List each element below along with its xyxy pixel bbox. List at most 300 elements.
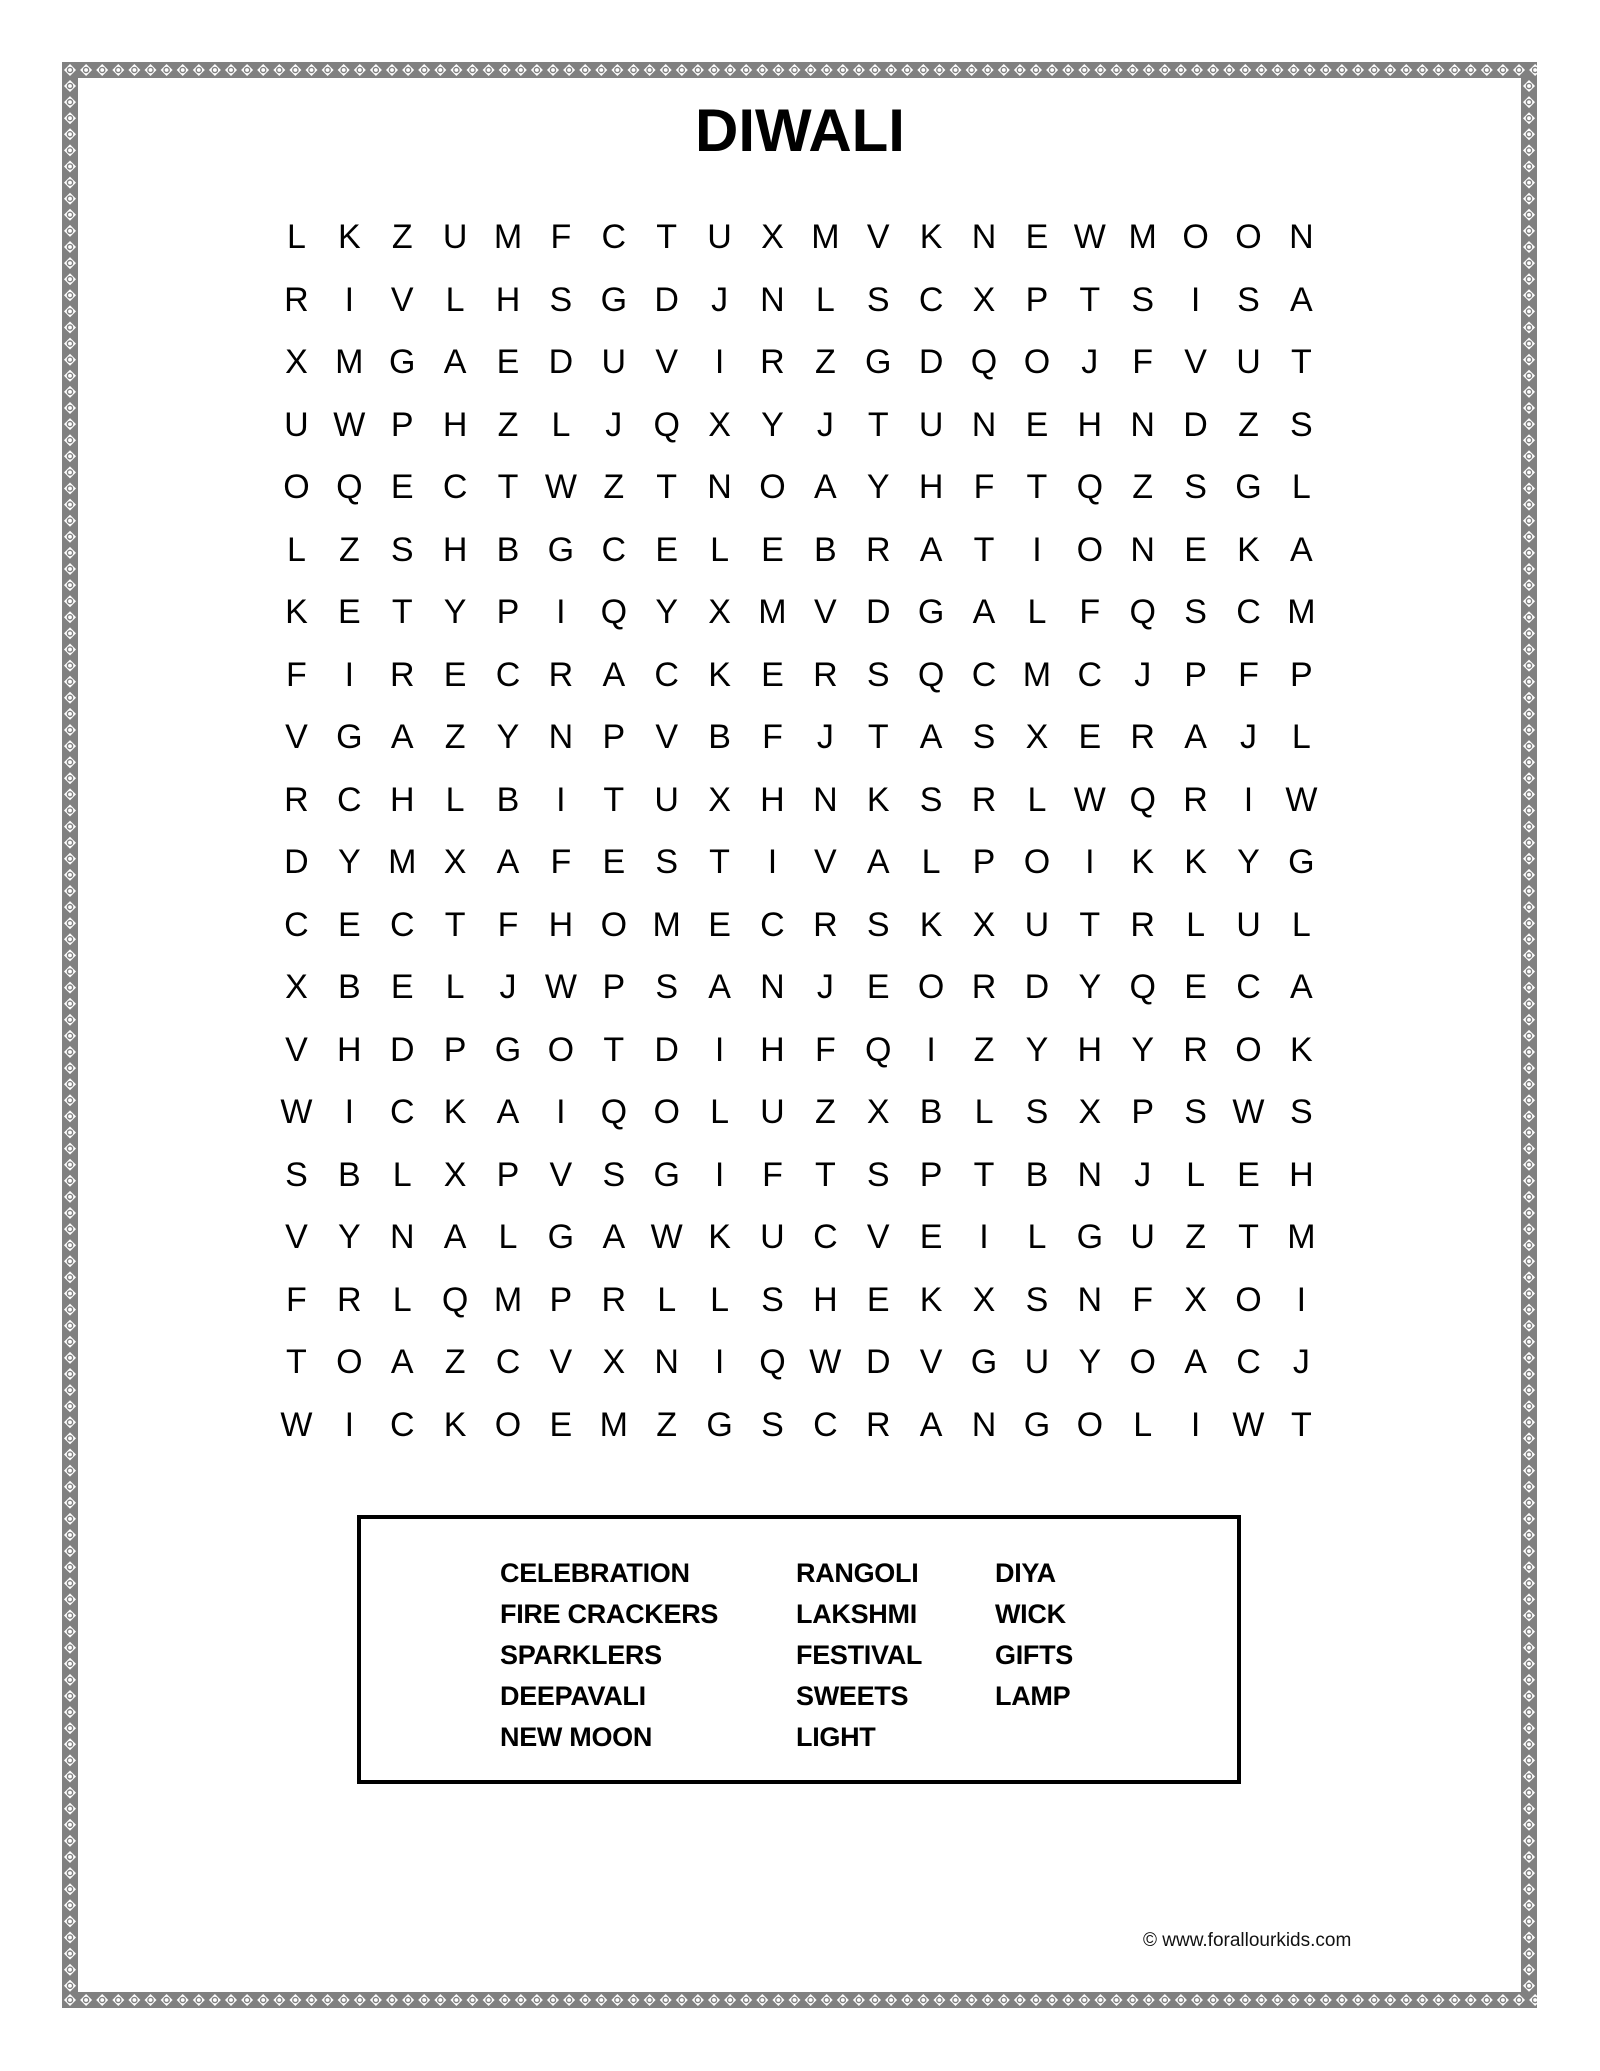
grid-letter[interactable]: Z [391, 218, 413, 256]
grid-letter[interactable]: U [760, 1093, 785, 1131]
grid-letter[interactable]: X [708, 780, 731, 819]
grid-letter[interactable]: B [708, 718, 731, 756]
grid-letter[interactable]: V [919, 1343, 943, 1381]
grid-letter[interactable]: V [285, 1218, 308, 1256]
grid-letter[interactable]: K [708, 1218, 731, 1256]
grid-letter[interactable]: U [707, 218, 732, 256]
grid-letter[interactable]: L [710, 1093, 730, 1131]
grid-letter[interactable]: L [974, 1093, 994, 1131]
grid-letter[interactable]: H [760, 1030, 785, 1069]
grid-letter[interactable]: W [1285, 780, 1318, 819]
grid-letter[interactable]: Y [866, 468, 890, 506]
grid-letter[interactable]: G [1023, 1405, 1051, 1444]
grid-letter[interactable]: A [919, 530, 943, 569]
grid-letter[interactable]: G [706, 1405, 733, 1444]
grid-letter[interactable]: Q [1129, 593, 1156, 631]
grid-letter[interactable]: Q [759, 1343, 786, 1381]
grid-letter[interactable]: E [761, 530, 784, 569]
grid-letter[interactable]: E [602, 843, 626, 881]
grid-letter[interactable]: H [813, 1280, 838, 1319]
grid-letter[interactable]: B [496, 780, 520, 819]
grid-letter[interactable]: D [865, 1343, 891, 1381]
grid-letter[interactable]: H [918, 468, 944, 506]
grid-letter[interactable]: T [603, 1030, 625, 1069]
grid-letter[interactable]: I [556, 593, 566, 631]
grid-letter[interactable]: W [1073, 218, 1106, 256]
grid-letter[interactable]: I [344, 1405, 355, 1444]
grid-letter[interactable]: I [926, 1030, 936, 1069]
grid-letter[interactable]: L [1027, 593, 1047, 631]
grid-letter[interactable]: S [761, 1280, 784, 1319]
grid-letter[interactable]: M [1287, 593, 1316, 631]
grid-letter[interactable]: R [971, 968, 997, 1006]
grid-letter[interactable]: I [714, 343, 725, 381]
grid-letter[interactable]: G [494, 1030, 522, 1069]
grid-letter[interactable]: R [601, 1280, 627, 1319]
grid-letter[interactable]: K [708, 655, 731, 694]
grid-letter[interactable]: E [1237, 1155, 1260, 1194]
copyright-link[interactable]: © www.forallourkids.com [1143, 1930, 1352, 1951]
grid-letter[interactable]: G [1235, 468, 1262, 506]
grid-letter[interactable]: Z [497, 405, 519, 444]
grid-letter[interactable]: Y [655, 593, 679, 631]
grid-letter[interactable]: C [389, 1093, 415, 1131]
grid-letter[interactable]: N [760, 968, 785, 1006]
grid-letter[interactable]: V [549, 1155, 573, 1194]
grid-letter[interactable]: R [865, 1405, 891, 1444]
grid-letter[interactable]: C [1236, 968, 1261, 1006]
grid-letter[interactable]: I [556, 780, 566, 819]
grid-letter[interactable]: V [814, 593, 837, 631]
grid-letter[interactable]: Y [761, 405, 784, 444]
grid-letter[interactable]: A [390, 718, 414, 756]
grid-letter[interactable]: X [972, 280, 996, 319]
grid-letter[interactable]: H [1077, 1030, 1103, 1069]
grid-letter[interactable]: G [547, 530, 575, 569]
grid-letter[interactable]: F [973, 468, 995, 506]
grid-letter[interactable]: H [442, 405, 468, 444]
word-search-grid[interactable] [270, 206, 1328, 1456]
grid-letter[interactable]: T [656, 218, 678, 256]
grid-letter[interactable]: M [652, 905, 681, 944]
grid-letter[interactable]: C [1077, 655, 1103, 694]
grid-letter[interactable]: K [1131, 843, 1155, 881]
grid-letter[interactable]: W [544, 968, 577, 1006]
grid-letter[interactable]: L [1027, 1218, 1047, 1256]
grid-letter[interactable]: M [758, 593, 787, 631]
grid-letter[interactable]: T [973, 530, 995, 569]
grid-letter[interactable]: R [548, 655, 574, 694]
grid-letter[interactable]: W [650, 1218, 683, 1256]
grid-letter[interactable]: I [1296, 1280, 1307, 1319]
grid-letter[interactable]: S [972, 718, 996, 756]
grid-letter[interactable]: J [605, 405, 623, 444]
grid-letter[interactable]: N [971, 405, 997, 444]
grid-letter[interactable]: U [1024, 905, 1050, 944]
grid-letter[interactable]: I [344, 655, 355, 694]
grid-letter[interactable]: E [866, 1280, 890, 1319]
grid-letter[interactable]: V [655, 343, 679, 381]
grid-letter[interactable]: C [1236, 593, 1261, 631]
grid-letter[interactable]: Z [444, 718, 466, 756]
grid-letter[interactable]: C [813, 1405, 838, 1444]
grid-letter[interactable]: T [1290, 1405, 1312, 1444]
grid-letter[interactable]: Z [814, 1093, 836, 1131]
grid-letter[interactable]: P [972, 843, 996, 881]
grid-letter[interactable]: L [1291, 468, 1311, 506]
grid-letter[interactable]: X [1184, 1280, 1207, 1319]
grid-letter[interactable]: S [1237, 280, 1260, 319]
grid-letter[interactable]: F [550, 218, 572, 256]
grid-letter[interactable]: S [866, 905, 890, 944]
grid-letter[interactable]: R [1130, 718, 1155, 756]
grid-letter[interactable]: E [1025, 218, 1049, 256]
grid-letter[interactable]: D [865, 593, 891, 631]
grid-letter[interactable]: Q [600, 593, 628, 631]
grid-letter[interactable]: C [971, 655, 997, 694]
grid-letter[interactable]: N [707, 468, 732, 506]
grid-letter[interactable]: U [1236, 343, 1261, 381]
grid-letter[interactable]: P [919, 1155, 943, 1194]
grid-letter[interactable]: O [547, 1030, 575, 1069]
grid-letter[interactable]: A [1290, 968, 1313, 1006]
grid-letter[interactable]: H [760, 780, 785, 819]
grid-letter[interactable]: V [390, 280, 414, 319]
grid-letter[interactable]: U [760, 1218, 785, 1256]
grid-letter[interactable]: R [389, 655, 415, 694]
grid-letter[interactable]: V [1184, 343, 1207, 381]
grid-letter[interactable]: E [1184, 968, 1207, 1006]
grid-letter[interactable]: L [710, 530, 730, 569]
grid-letter[interactable]: A [443, 343, 467, 381]
grid-letter[interactable]: S [1184, 1093, 1207, 1131]
grid-letter[interactable]: F [286, 1280, 307, 1319]
grid-letter[interactable]: P [1290, 655, 1313, 694]
grid-letter[interactable]: W [1073, 780, 1106, 819]
grid-letter[interactable]: I [556, 1093, 566, 1131]
grid-letter[interactable]: H [1077, 405, 1103, 444]
grid-letter[interactable]: X [1025, 718, 1049, 756]
grid-letter[interactable]: O [1235, 218, 1262, 256]
grid-letter[interactable]: N [760, 280, 785, 319]
grid-letter[interactable]: N [971, 1405, 997, 1444]
grid-letter[interactable]: J [1134, 1155, 1152, 1194]
grid-letter[interactable]: M [493, 218, 523, 256]
grid-letter[interactable]: S [285, 1155, 308, 1194]
grid-letter[interactable]: S [761, 1405, 784, 1444]
grid-letter[interactable]: P [496, 593, 520, 631]
grid-letter[interactable]: S [1290, 405, 1313, 444]
grid-letter[interactable]: W [333, 405, 366, 444]
grid-letter[interactable]: F [1132, 1280, 1154, 1319]
grid-letter[interactable]: P [549, 1280, 573, 1319]
grid-letter[interactable]: C [442, 468, 468, 506]
grid-letter[interactable]: R [1183, 780, 1208, 819]
grid-letter[interactable]: A [1290, 280, 1313, 319]
grid-letter[interactable]: T [1290, 343, 1312, 381]
grid-letter[interactable]: A [1290, 530, 1313, 569]
grid-letter[interactable]: J [816, 718, 834, 756]
grid-letter[interactable]: L [815, 280, 835, 319]
grid-letter[interactable]: R [813, 655, 838, 694]
grid-letter[interactable]: Y [1078, 968, 1102, 1006]
grid-letter[interactable]: J [711, 280, 729, 319]
grid-letter[interactable]: N [654, 1343, 679, 1381]
grid-letter[interactable]: L [1133, 1405, 1153, 1444]
grid-letter[interactable]: C [918, 280, 944, 319]
grid-letter[interactable]: T [867, 405, 889, 444]
grid-letter[interactable]: Q [441, 1280, 469, 1319]
grid-letter[interactable]: K [919, 1280, 943, 1319]
grid-letter[interactable]: T [444, 905, 466, 944]
grid-letter[interactable]: A [496, 843, 520, 881]
grid-letter[interactable]: I [979, 1218, 989, 1256]
grid-letter[interactable]: X [866, 1093, 890, 1131]
grid-letter[interactable]: F [762, 1155, 783, 1194]
grid-letter[interactable]: N [971, 218, 997, 256]
grid-letter[interactable]: T [1238, 1218, 1259, 1256]
grid-letter[interactable]: I [1243, 780, 1254, 819]
grid-letter[interactable]: U [918, 405, 944, 444]
grid-letter[interactable]: E [761, 655, 784, 694]
grid-letter[interactable]: I [1190, 280, 1201, 319]
grid-letter[interactable]: N [1289, 218, 1314, 256]
grid-letter[interactable]: U [601, 343, 627, 381]
grid-letter[interactable]: A [919, 1405, 943, 1444]
grid-letter[interactable]: L [1186, 1155, 1206, 1194]
grid-letter[interactable]: E [655, 530, 679, 569]
grid-letter[interactable]: L [1186, 905, 1206, 944]
grid-letter[interactable]: L [286, 530, 306, 569]
grid-letter[interactable]: O [1235, 1030, 1262, 1069]
grid-letter[interactable]: A [390, 1343, 414, 1381]
grid-letter[interactable]: R [865, 530, 891, 569]
grid-letter[interactable]: S [1131, 280, 1155, 319]
grid-letter[interactable]: R [971, 780, 997, 819]
grid-letter[interactable]: L [498, 1218, 518, 1256]
grid-letter[interactable]: K [1237, 530, 1260, 569]
grid-letter[interactable]: S [390, 530, 414, 569]
grid-letter[interactable]: F [550, 843, 572, 881]
grid-letter[interactable]: X [1078, 1093, 1102, 1131]
grid-letter[interactable]: G [389, 343, 416, 381]
grid-letter[interactable]: D [284, 843, 309, 881]
grid-letter[interactable]: E [919, 1218, 943, 1256]
grid-letter[interactable]: Y [443, 593, 467, 631]
grid-letter[interactable]: I [344, 1093, 355, 1131]
grid-letter[interactable]: F [814, 1030, 836, 1069]
grid-letter[interactable]: K [1184, 843, 1207, 881]
grid-letter[interactable]: Q [865, 1030, 892, 1069]
grid-letter[interactable]: L [392, 1280, 412, 1319]
grid-letter[interactable]: G [865, 343, 892, 381]
grid-letter[interactable]: A [866, 843, 890, 881]
grid-letter[interactable]: X [443, 843, 467, 881]
grid-letter[interactable]: O [917, 968, 945, 1006]
grid-letter[interactable]: S [866, 280, 890, 319]
grid-letter[interactable]: M [811, 218, 840, 256]
grid-letter[interactable]: S [919, 780, 943, 819]
grid-letter[interactable]: X [285, 343, 308, 381]
grid-letter[interactable]: Z [1132, 468, 1154, 506]
grid-letter[interactable]: S [1184, 468, 1207, 506]
grid-letter[interactable]: A [919, 718, 943, 756]
grid-letter[interactable]: D [1024, 968, 1050, 1006]
grid-letter[interactable]: Y [1131, 1030, 1155, 1069]
grid-letter[interactable]: L [710, 1280, 730, 1319]
grid-letter[interactable]: L [1027, 780, 1047, 819]
grid-letter[interactable]: T [286, 1343, 307, 1381]
grid-letter[interactable]: A [1184, 718, 1207, 756]
grid-letter[interactable]: V [655, 718, 679, 756]
grid-letter[interactable]: H [548, 905, 574, 944]
grid-letter[interactable]: F [1079, 593, 1101, 631]
grid-letter[interactable]: I [1190, 1405, 1201, 1444]
grid-letter[interactable]: D [1183, 405, 1208, 444]
grid-letter[interactable]: W [280, 1093, 313, 1131]
grid-letter[interactable]: C [760, 905, 785, 944]
grid-letter[interactable]: Y [337, 1218, 361, 1256]
grid-letter[interactable]: C [495, 1343, 521, 1381]
grid-letter[interactable]: S [1025, 1280, 1049, 1319]
grid-letter[interactable]: R [1130, 905, 1155, 944]
grid-letter[interactable]: J [1081, 343, 1099, 381]
grid-letter[interactable]: T [973, 1155, 995, 1194]
grid-letter[interactable]: A [972, 593, 996, 631]
grid-letter[interactable]: Y [496, 718, 520, 756]
grid-letter[interactable]: X [972, 1280, 996, 1319]
grid-letter[interactable]: O [336, 1343, 363, 1381]
grid-letter[interactable]: T [603, 780, 625, 819]
grid-letter[interactable]: V [866, 1218, 890, 1256]
grid-letter[interactable]: T [391, 593, 413, 631]
grid-letter[interactable]: P [1184, 655, 1207, 694]
grid-letter[interactable]: L [1291, 905, 1311, 944]
grid-letter[interactable]: L [445, 780, 465, 819]
grid-letter[interactable]: C [813, 1218, 838, 1256]
grid-letter[interactable]: O [1235, 1280, 1262, 1319]
grid-letter[interactable]: E [1025, 405, 1049, 444]
grid-letter[interactable]: J [1292, 1343, 1310, 1381]
grid-letter[interactable]: M [388, 843, 417, 881]
grid-letter[interactable]: H [1289, 1155, 1314, 1194]
grid-letter[interactable]: L [1291, 718, 1311, 756]
grid-letter[interactable]: N [813, 780, 838, 819]
grid-letter[interactable]: Q [600, 1093, 628, 1131]
grid-letter[interactable]: Q [1076, 468, 1104, 506]
grid-letter[interactable]: E [496, 343, 520, 381]
grid-letter[interactable]: S [549, 280, 573, 319]
grid-letter[interactable]: K [285, 593, 308, 631]
grid-letter[interactable]: E [443, 655, 467, 694]
grid-letter[interactable]: C [337, 780, 362, 819]
grid-letter[interactable]: F [497, 905, 519, 944]
grid-letter[interactable]: O [1129, 1343, 1156, 1381]
grid-letter[interactable]: R [284, 280, 309, 319]
grid-letter[interactable]: M [1287, 1218, 1316, 1256]
grid-letter[interactable]: L [392, 1155, 412, 1194]
grid-letter[interactable]: Z [656, 1405, 678, 1444]
grid-letter[interactable]: O [1023, 843, 1051, 881]
grid-letter[interactable]: T [814, 1155, 836, 1194]
grid-letter[interactable]: B [337, 968, 361, 1006]
grid-letter[interactable]: X [602, 1343, 626, 1381]
grid-letter[interactable]: R [760, 343, 785, 381]
grid-letter[interactable]: Z [1238, 405, 1259, 444]
grid-letter[interactable]: Q [1129, 968, 1156, 1006]
grid-letter[interactable]: E [390, 968, 414, 1006]
grid-letter[interactable]: Z [444, 1343, 466, 1381]
grid-letter[interactable]: S [655, 843, 679, 881]
grid-letter[interactable]: I [714, 1030, 725, 1069]
grid-letter[interactable]: G [1076, 1218, 1104, 1256]
grid-letter[interactable]: I [1085, 843, 1095, 881]
grid-letter[interactable]: D [654, 280, 679, 319]
grid-letter[interactable]: S [866, 655, 890, 694]
grid-letter[interactable]: E [866, 968, 890, 1006]
grid-letter[interactable]: C [601, 530, 627, 569]
grid-letter[interactable]: U [284, 405, 309, 444]
grid-letter[interactable]: O [1182, 218, 1209, 256]
grid-letter[interactable]: K [337, 218, 361, 256]
grid-letter[interactable]: I [714, 1155, 725, 1194]
grid-letter[interactable]: C [1236, 1343, 1261, 1381]
grid-letter[interactable]: L [445, 280, 465, 319]
grid-letter[interactable]: D [389, 1030, 415, 1069]
grid-letter[interactable]: S [1025, 1093, 1049, 1131]
grid-letter[interactable]: B [496, 530, 520, 569]
grid-letter[interactable]: G [600, 280, 628, 319]
grid-letter[interactable]: C [284, 905, 309, 944]
grid-letter[interactable]: Z [1185, 1218, 1206, 1256]
grid-letter[interactable]: I [767, 843, 778, 881]
grid-letter[interactable]: O [1023, 343, 1051, 381]
grid-letter[interactable]: T [1079, 905, 1101, 944]
grid-letter[interactable]: V [866, 218, 890, 256]
grid-letter[interactable]: B [337, 1155, 361, 1194]
grid-letter[interactable]: U [1024, 1343, 1050, 1381]
grid-letter[interactable]: N [1130, 530, 1155, 569]
grid-letter[interactable]: C [654, 655, 679, 694]
grid-letter[interactable]: X [972, 905, 996, 944]
grid-letter[interactable]: H [442, 530, 468, 569]
grid-letter[interactable]: Q [653, 405, 680, 444]
grid-letter[interactable]: D [548, 343, 574, 381]
grid-letter[interactable]: F [286, 655, 307, 694]
grid-letter[interactable]: D [918, 343, 944, 381]
grid-letter[interactable]: O [1076, 1405, 1104, 1444]
grid-letter[interactable]: W [544, 468, 577, 506]
grid-letter[interactable]: M [335, 343, 364, 381]
grid-letter[interactable]: P [1131, 1093, 1155, 1131]
grid-letter[interactable]: Q [336, 468, 363, 506]
grid-letter[interactable]: P [443, 1030, 467, 1069]
grid-letter[interactable]: X [285, 968, 308, 1006]
grid-letter[interactable]: D [654, 1030, 679, 1069]
grid-letter[interactable]: A [708, 968, 731, 1006]
grid-letter[interactable]: Y [1078, 1343, 1102, 1381]
grid-letter[interactable]: U [1236, 905, 1261, 944]
grid-letter[interactable]: N [548, 718, 574, 756]
grid-letter[interactable]: K [919, 905, 943, 944]
grid-letter[interactable]: E [337, 593, 361, 631]
grid-letter[interactable]: E [708, 905, 731, 944]
grid-letter[interactable]: H [389, 780, 415, 819]
grid-letter[interactable]: E [337, 905, 361, 944]
grid-letter[interactable]: O [600, 905, 628, 944]
grid-letter[interactable]: P [602, 968, 626, 1006]
grid-letter[interactable]: Q [1129, 780, 1156, 819]
